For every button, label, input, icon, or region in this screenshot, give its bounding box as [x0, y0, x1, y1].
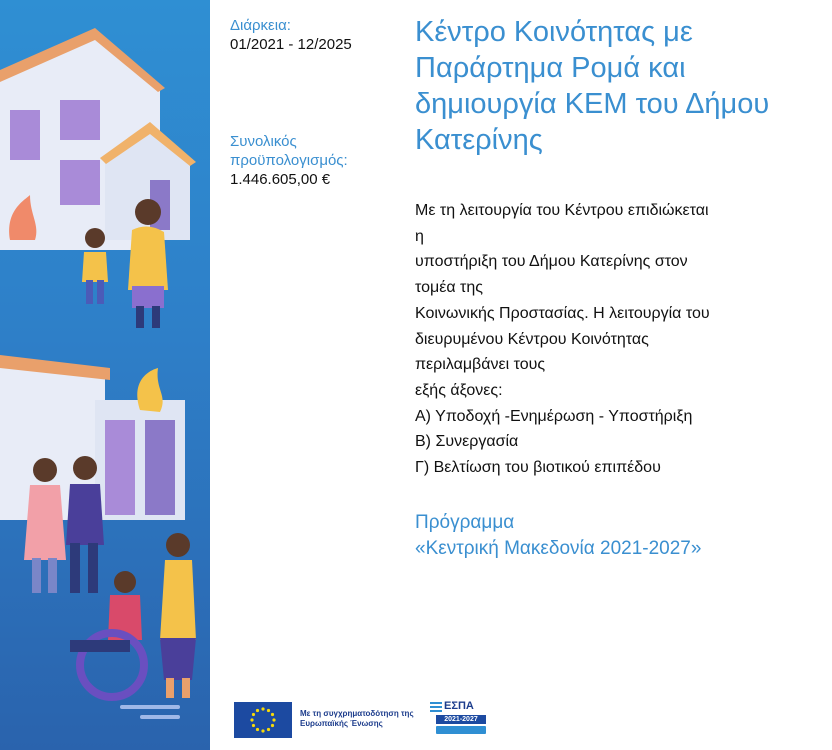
description-line: διευρυμένου Κέντρου Κοινότητας — [415, 330, 649, 348]
description-line: περιλαμβάνει τους — [415, 356, 546, 374]
duration-block — [230, 16, 405, 54]
funding-footer — [234, 698, 534, 738]
community-illustration — [0, 0, 210, 750]
budget-label: Συνολικός προϋπολογισμός: — [230, 133, 348, 169]
duration-label: Διάρκεια: — [230, 17, 291, 34]
axis-item: Β) Συνεργασία — [415, 433, 519, 451]
espa-logo — [430, 698, 490, 738]
illustration-panel — [0, 0, 210, 750]
description-line: η — [415, 227, 424, 245]
program-name — [415, 510, 815, 562]
budget-block — [230, 132, 405, 189]
axis-item: Α) Υποδοχή -Ενημέρωση - Υποστήριξη — [415, 407, 693, 425]
espa-waves-icon — [430, 700, 444, 714]
eu-flag-icon — [234, 702, 292, 738]
budget-value: 1.446.605,00 € — [230, 171, 331, 188]
project-title: Κέντρο Κοινότητας με Παράρτημα Ρομά και δημιουργία ΚΕΜ του Δήμου Κατερίνης — [415, 16, 770, 156]
program-label: Πρόγραμμα — [415, 512, 515, 533]
espa-years: 2021-2027 — [436, 715, 486, 724]
espa-subtitle-bar — [436, 726, 486, 734]
description-line: τομέα της — [415, 279, 483, 297]
program-title: «Κεντρική Μακεδονία 2021-2027» — [415, 538, 702, 559]
description-line: Με τη λειτουργία του Κέντρου επιδιώκεται — [415, 202, 709, 219]
project-description — [415, 198, 810, 481]
description-line: υποστήριξη του Δήμου Κατερίνης στον — [415, 253, 688, 271]
axis-item: Γ) Βελτίωση του βιοτικού επιπέδου — [415, 459, 661, 477]
duration-value: 01/2021 - 12/2025 — [230, 36, 352, 53]
description-line: εξής άξονες: — [415, 381, 503, 399]
description-line: Κοινωνικής Προστασίας. Η λειτουργία του — [415, 304, 710, 322]
espa-name: ΕΣΠΑ — [444, 700, 474, 712]
eu-cofunding-text: Με τη συγχρηματοδότηση της Ευρωπαϊκής Ένωσης — [300, 709, 414, 728]
